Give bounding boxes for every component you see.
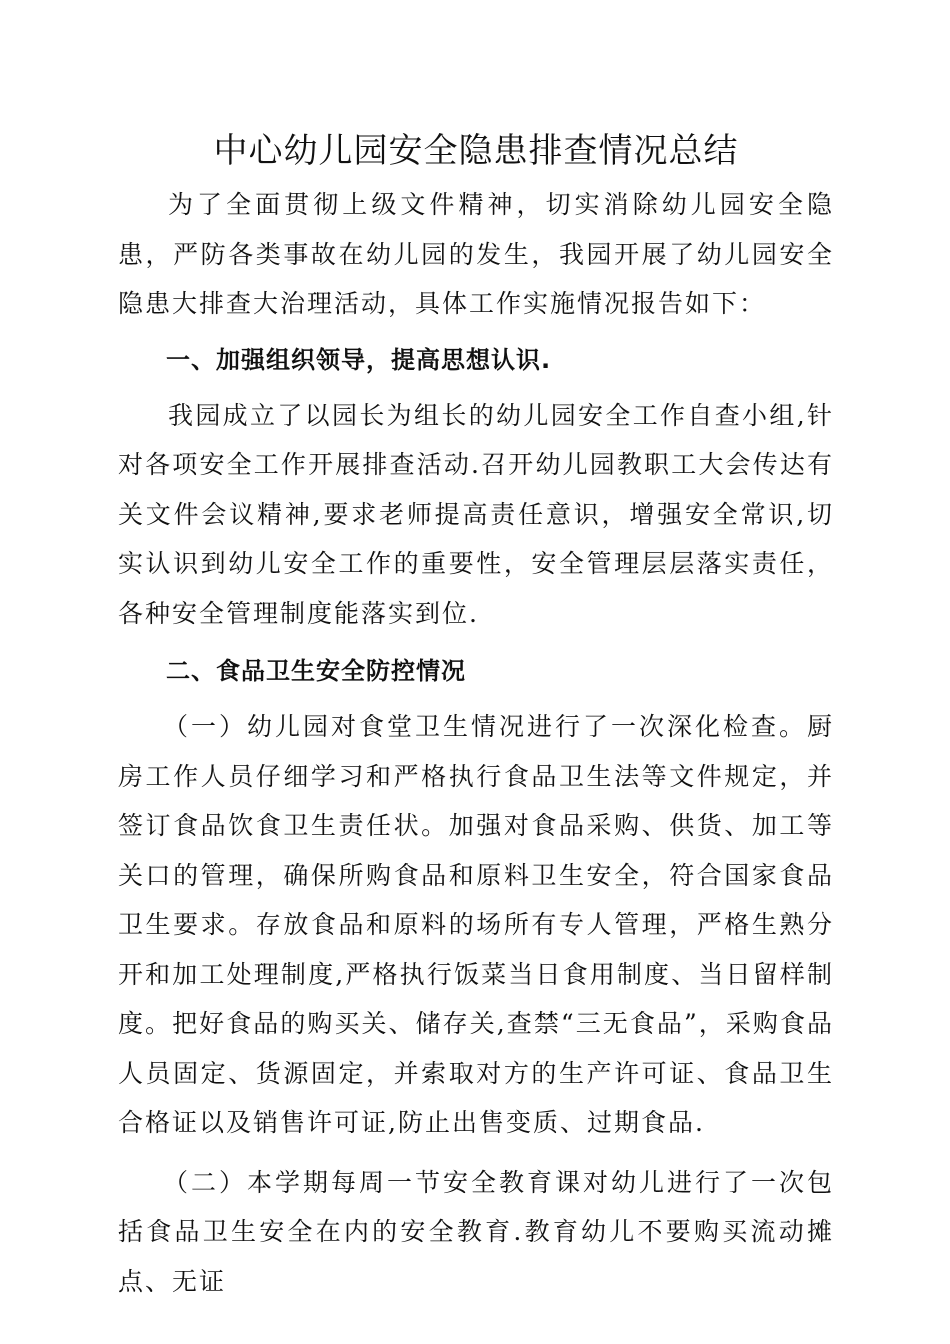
- document-page: [118, 128, 834, 1306]
- section-1-heading: 一、加强组织领导，提高思想认识.: [166, 345, 552, 374]
- section-1-paragraph: 我园成立了以园长为组长的幼儿园安全工作自查小组,针对各项安全工作开展排查活动.召开幼儿园教职工大会传达有关文件会议精神,要求老师提高责任意识，增强安全常识,切实认识到幼儿安全工作的重要性，安全管理层层落实责任，各种安全管理制度能落实到位.: [118, 400, 834, 628]
- section-2-item-1: （一）幼儿园对食堂卫生情况进行了一次深化检查。厨房工作人员仔细学习和严格执行食品卫生法等文件规定，并签订食品饮食卫生责任状。加强对食品采购、供货、加工等关口的管理，确保所购食品和原料卫生安全，符合国家食品卫生要求。存放食品和原料的场所有专人管理，严格生熟分开和加工处理制度,严格执行饭菜当日食用制度、当日留样制度。把好食品的购买关、储存关,查禁“三无食品”，采购食品人员固定、货源固定，并索取对方的生产许可证、食品卫生合格证以及销售许可证,防止出售变质、过期食品.: [118, 712, 834, 1137]
- section-2-item-2: （二）本学期每周一节安全教育课对幼儿进行了一次包括食品卫生安全在内的安全教育.教育幼儿不要购买流动摊点、无证: [118, 1167, 834, 1296]
- intro-paragraph: 为了全面贯彻上级文件精神，切实消除幼儿园安全隐患，严防各类事故在幼儿园的发生，我园开展了幼儿园安全隐患大排查大治理活动，具体工作实施情况报告如下：: [118, 190, 834, 318]
- document-title: 中心幼儿园安全隐患排查情况总结: [213, 131, 739, 171]
- section-2-heading: 二、食品卫生安全防控情况: [166, 657, 466, 685]
